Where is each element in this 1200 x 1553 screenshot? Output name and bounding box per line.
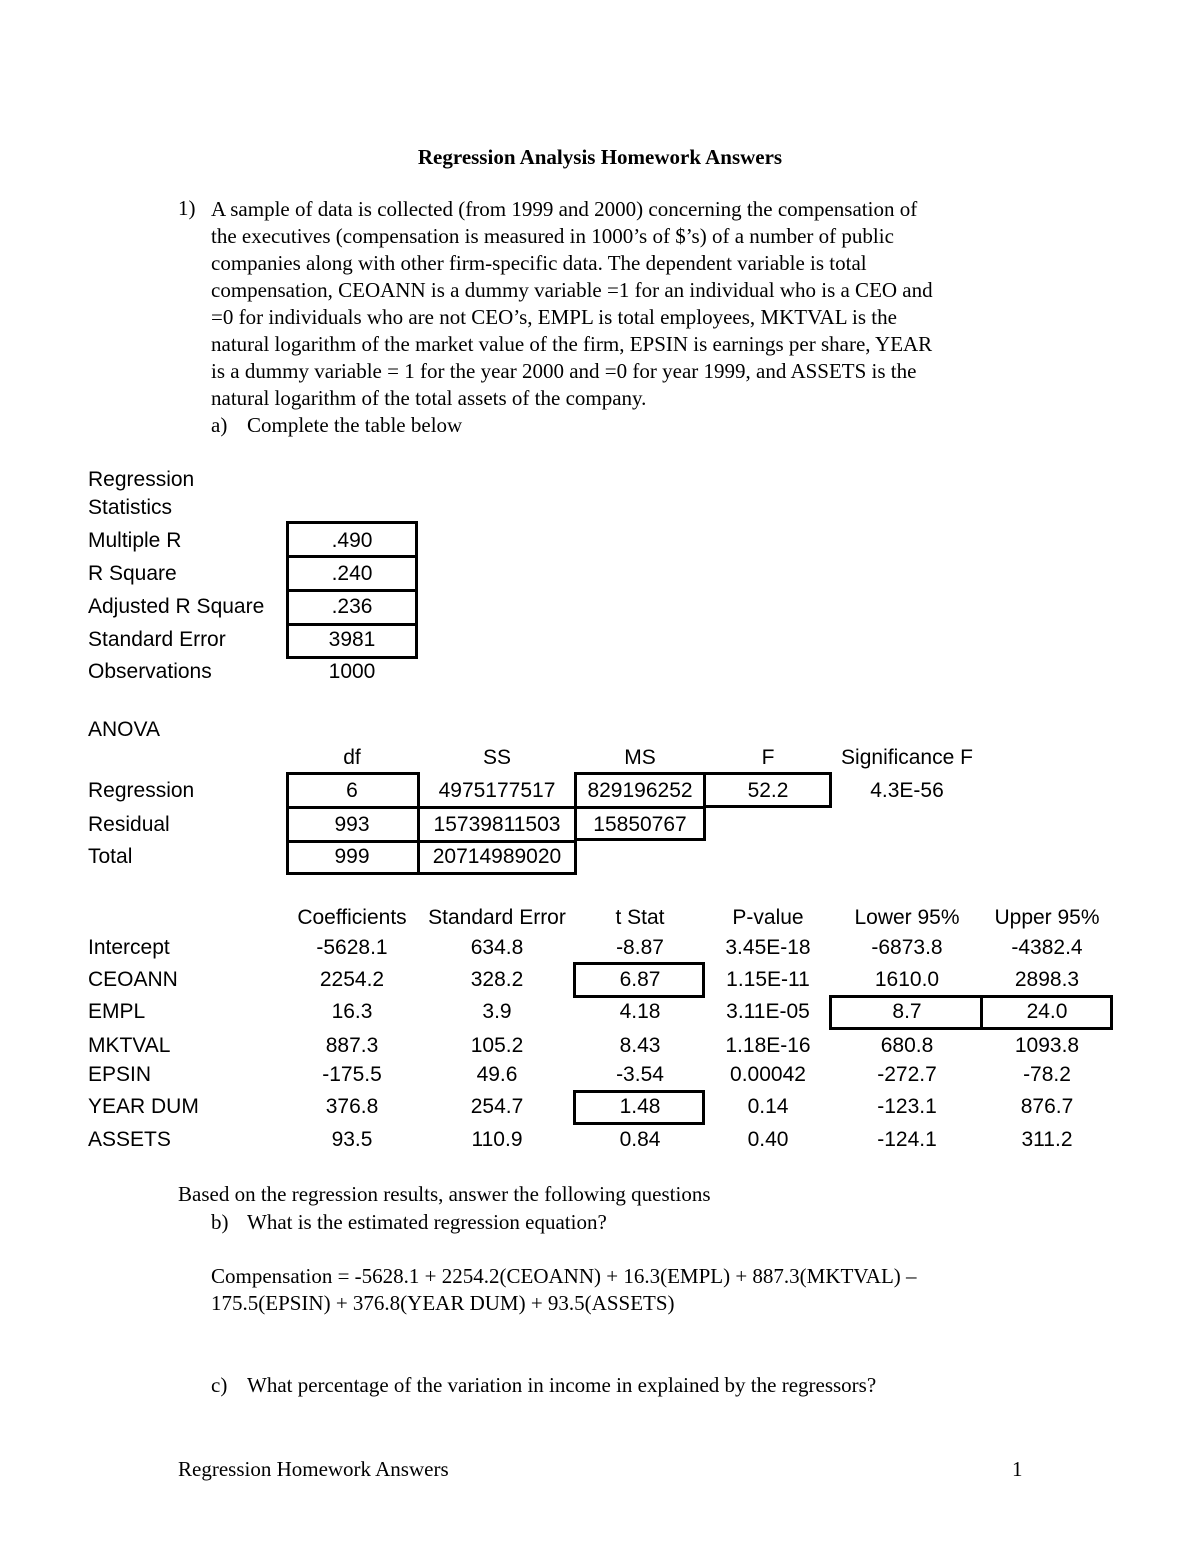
coef-col-t-stat: t Stat [615, 906, 665, 929]
coef-row-label: Intercept [88, 936, 170, 959]
coef-t-stat: 0.84 [619, 1128, 661, 1151]
stat-label-multiple-r: Multiple R [88, 529, 182, 552]
coef-p-value: 3.11E-05 [726, 1000, 810, 1023]
coef-standard-error: 49.6 [476, 1063, 518, 1086]
stat-value-standard-error: 3981 [328, 628, 376, 651]
stat-label-standard-error: Standard Error [88, 628, 226, 651]
coef-upper-95: -78.2 [1023, 1063, 1071, 1086]
anova-col-df: df [343, 746, 361, 769]
stat-value-observations: 1000 [328, 660, 376, 683]
coef-standard-error: 110.9 [471, 1128, 523, 1151]
part-c-text: What percentage of the variation in income in explained by the regressors? [247, 1373, 877, 1397]
coef-p-value: 0.14 [747, 1095, 789, 1118]
instructions-text: Based on the regression results, answer the following questions [178, 1182, 711, 1206]
coef-col-upper-95: Upper 95% [994, 906, 1100, 929]
coef-value: 887.3 [325, 1034, 379, 1057]
stat-label-r-square: R Square [88, 562, 177, 585]
anova-label-regression: Regression [88, 779, 195, 802]
coef-col-standard-error: Standard Error [428, 906, 566, 929]
coef-standard-error: 634.8 [470, 936, 524, 959]
question-line: the executives (compensation is measured in 1000’s of $’s) of a number of public [211, 224, 894, 248]
coef-t-stat: 8.43 [619, 1034, 661, 1057]
part-b-text: What is the estimated regression equation? [247, 1210, 607, 1234]
coef-row-label: CEOANN [88, 968, 178, 991]
coef-upper-95: 1093.8 [1014, 1034, 1080, 1057]
page-number: 1 [1012, 1457, 1023, 1481]
anova-regression-ss: 4975177517 [438, 779, 556, 802]
anova-regression-df: 6 [346, 779, 358, 802]
coef-upper-95: 2898.3 [1014, 968, 1080, 991]
question-number: 1) [178, 196, 196, 220]
coef-standard-error: 105.2 [470, 1034, 524, 1057]
stat-label-observations: Observations [88, 660, 212, 683]
coef-standard-error: 3.9 [482, 1000, 512, 1023]
coef-value: -5628.1 [316, 936, 388, 959]
stat-value-r-square: .240 [331, 562, 373, 585]
coef-t-stat: 1.48 [619, 1095, 661, 1118]
question-line: is a dummy variable = 1 for the year 2000 and =0 for year 1999, and ASSETS is the [211, 359, 917, 383]
coef-p-value: 3.45E-18 [725, 936, 811, 959]
coef-t-stat: 6.87 [619, 968, 661, 991]
divider [286, 840, 420, 843]
coef-row-label: MKTVAL [88, 1034, 171, 1057]
question-line: A sample of data is collected (from 1999 and 2000) concerning the compensation of [211, 197, 918, 221]
part-c-label: c) [211, 1373, 228, 1397]
coef-row-label: ASSETS [88, 1128, 171, 1151]
coef-row-label: EMPL [88, 1000, 146, 1023]
coef-lower-95: -6873.8 [871, 936, 943, 959]
coef-value: 16.3 [331, 1000, 373, 1023]
coef-col-lower-95: Lower 95% [854, 906, 960, 929]
coef-p-value: 1.15E-11 [726, 968, 810, 991]
anova-label-residual: Residual [88, 813, 170, 836]
anova-total-ss: 20714989020 [432, 845, 562, 868]
coef-lower-95: -123.1 [877, 1095, 937, 1118]
coef-lower-95: -124.1 [877, 1128, 937, 1151]
question-line: =0 for individuals who are not CEO’s, EMPL is total employees, MKTVAL is the [211, 305, 897, 329]
coef-lower-95: 680.8 [880, 1034, 934, 1057]
anova-col-ms: MS [624, 746, 656, 769]
footer-title: Regression Homework Answers [178, 1457, 449, 1481]
part-b-label: b) [211, 1210, 229, 1234]
divider [286, 806, 420, 809]
coef-row-label: EPSIN [88, 1063, 152, 1086]
stat-label-adjusted-r-square: Adjusted R Square [88, 595, 265, 618]
divider [286, 623, 418, 626]
coef-t-stat: -8.87 [616, 936, 664, 959]
page-title: Regression Analysis Homework Answers [417, 145, 783, 169]
part-a-label: a) [211, 413, 228, 437]
question-line: natural logarithm of the market value of the firm, EPSIN is earnings per share, YEAR [211, 332, 933, 356]
coef-value: -175.5 [322, 1063, 382, 1086]
stat-value-multiple-r: .490 [331, 529, 373, 552]
coef-row-label: YEAR DUM [88, 1095, 199, 1118]
coef-standard-error: 254.7 [470, 1095, 524, 1118]
coef-upper-95: 311.2 [1021, 1128, 1073, 1151]
anova-label-total: Total [88, 845, 133, 868]
divider [417, 840, 577, 843]
divider [286, 555, 418, 558]
question-line: compensation, CEOANN is a dummy variable =1 for an individual who is a CEO and [211, 278, 933, 302]
divider [286, 589, 418, 592]
coef-p-value: 1.18E-16 [725, 1034, 811, 1057]
coef-upper-95: -4382.4 [1011, 936, 1083, 959]
equation-line-2: 175.5(EPSIN) + 376.8(YEAR DUM) + 93.5(ASSETS) [211, 1291, 675, 1315]
anova-residual-df: 993 [334, 813, 370, 836]
anova-residual-ms: 15850767 [593, 813, 687, 836]
anova-regression-ms: 829196252 [587, 779, 693, 802]
question-line: natural logarithm of the total assets of the company. [211, 386, 647, 410]
anova-regression-significance: 4.3E-56 [870, 779, 944, 802]
coef-col-p-value: P-value [732, 906, 804, 929]
part-a-text: Complete the table below [247, 413, 463, 437]
coef-value: 93.5 [331, 1128, 373, 1151]
anova-col-significance-f: Significance F [841, 746, 973, 769]
anova-residual-ss: 15739811503 [433, 813, 561, 836]
stat-value-adjusted-r-square: .236 [331, 595, 373, 618]
anova-regression-f: 52.2 [747, 779, 789, 802]
regression-statistics-heading: Regression [88, 468, 195, 491]
equation-line-1: Compensation = -5628.1 + 2254.2(CEOANN) + 16.3(EMPL) + 887.3(MKTVAL) – [211, 1264, 917, 1288]
anova-total-df: 999 [334, 845, 370, 868]
divider [574, 806, 706, 809]
anova-heading: ANOVA [88, 718, 160, 741]
coef-value: 376.8 [325, 1095, 379, 1118]
coef-lower-95: 8.7 [892, 1000, 922, 1023]
anova-col-f: F [761, 746, 775, 769]
coef-t-stat: -3.54 [616, 1063, 664, 1086]
question-line: companies along with other firm-specific data. The dependent variable is total [211, 251, 867, 275]
coef-upper-95: 24.0 [1026, 1000, 1068, 1023]
coef-t-stat: 4.18 [619, 1000, 661, 1023]
coef-p-value: 0.40 [747, 1128, 789, 1151]
coef-upper-95: 876.7 [1020, 1095, 1074, 1118]
regression-statistics-heading-2: Statistics [88, 496, 173, 519]
coef-col-coefficients: Coefficients [297, 906, 407, 929]
coef-lower-95: -272.7 [877, 1063, 937, 1086]
anova-col-ss: SS [482, 746, 511, 769]
question-text [211, 196, 1041, 412]
coef-standard-error: 328.2 [470, 968, 524, 991]
coef-p-value: 0.00042 [730, 1063, 806, 1086]
coef-lower-95: 1610.0 [874, 968, 940, 991]
coef-value: 2254.2 [319, 968, 385, 991]
